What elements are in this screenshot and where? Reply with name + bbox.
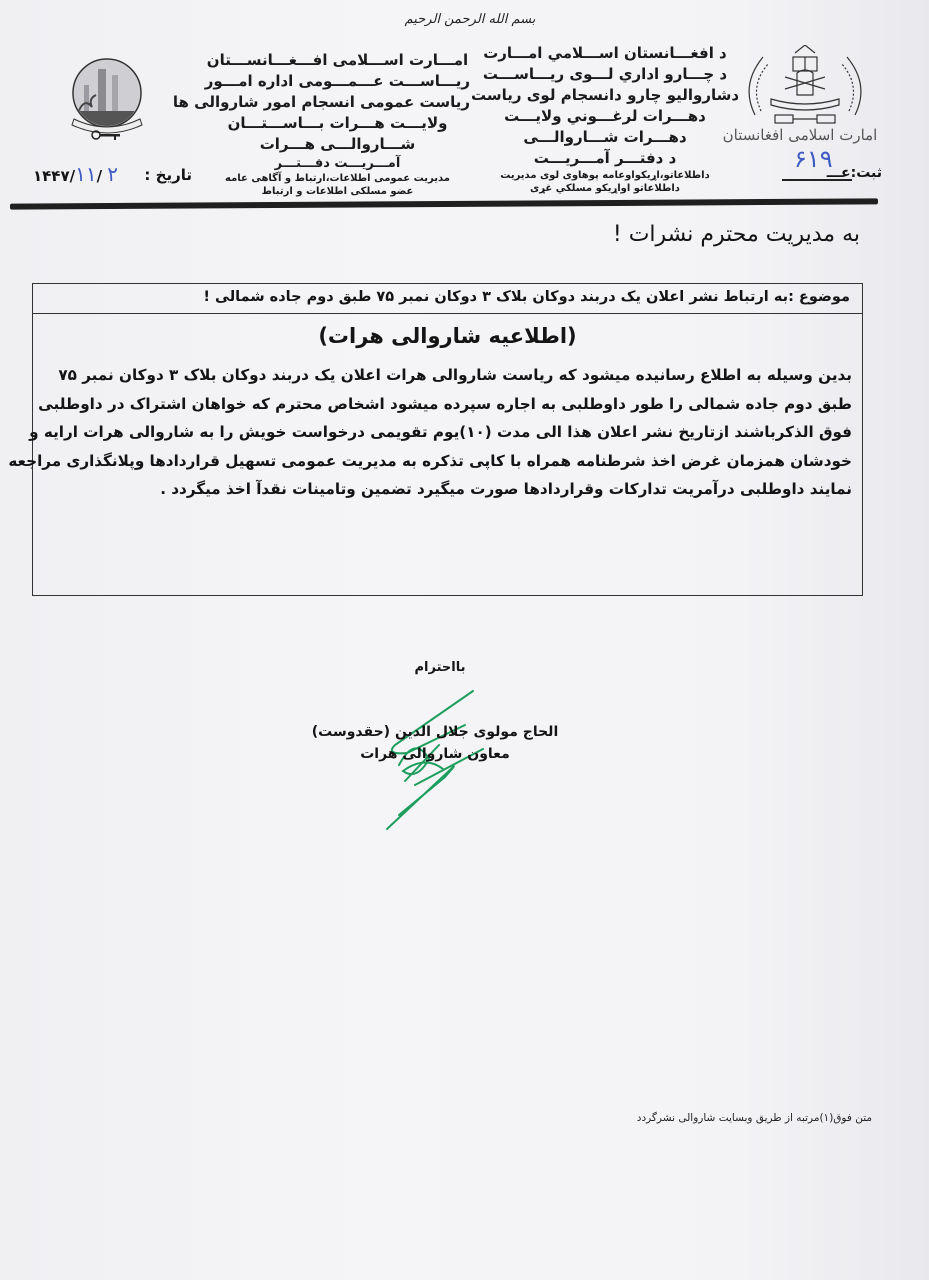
- closing-text: بااحترام: [414, 660, 466, 675]
- emblem-caption: امارت اسلامی افغانستان: [722, 126, 878, 144]
- pashto-header-subline: داطلاعاتو اواړیکو مسلکي غړی: [530, 183, 680, 194]
- national-emblem-icon: [735, 45, 875, 130]
- date-year: ۱۴۴۷: [33, 167, 70, 185]
- body-line: طبق دوم جاده شمالی را طور داوطلبی به اجاره سپرده میشود اشخاص محترم که خواهان اشتراک در داوطلبی: [38, 394, 852, 413]
- pashto-header-line: د دفتـــر آمـــریـــت: [533, 149, 677, 167]
- footnote: متن فوق(۱)مرتبه از طریق وبسایت شاروالی نشرگردد: [636, 1112, 872, 1124]
- pashto-header-line: د افغـــانستان اســـلامي امـــارت: [483, 44, 727, 62]
- signer-name: الحاج مولوی جلال الدین (حقدوست): [311, 724, 559, 740]
- dari-header-subline: مدیریت عمومی اطلاعات،ارتباط و آگاهی عامه: [225, 173, 450, 184]
- date-day: ۲: [107, 162, 119, 186]
- signer-title: معاون شاروالی هرات: [360, 746, 510, 762]
- body-line: نمایند داوطلبی درآمریت تدارکات وقراردادها صورت میگیرد تضمین وتامینات نقدآ اخذ میگردد .: [160, 480, 852, 498]
- pashto-header: [470, 43, 740, 195]
- date-field: [25, 160, 200, 190]
- municipality-seal-icon: [60, 55, 155, 145]
- body-line: بدین وسیله به اطلاع رسانیده میشود که ریاست شاروالی هرات اعلان یک دربند دوکان بلاک ۳ دوکان نمبر ۷۵: [58, 366, 852, 384]
- date-month: ۱۱: [75, 162, 97, 186]
- dari-header-line: ریـــاســـت عـــمـــومی اداره امـــور: [204, 72, 470, 90]
- notice-title: (اطلاعیه شاروالی هرات): [318, 324, 577, 348]
- dari-header-subline: عضو مسلکی اطلاعات و ارتباط: [261, 186, 414, 197]
- pashto-header-line: دهـــرات لرغـــوني ولایـــت: [504, 107, 706, 125]
- dari-office-line: آمـــریـــت دفـــتـــر: [274, 156, 401, 171]
- notice-body: [8, 361, 852, 504]
- pashto-header-subline: داطلاعاتو،اړیکواوعامه پوهاوی لوی مدیریت: [500, 170, 710, 181]
- dari-header-line: ریاست عمومی انسجام امور شاروالی ها: [172, 93, 470, 111]
- registration-number-field: [782, 145, 892, 195]
- notice-box: [8, 283, 863, 596]
- registration-number: ۶۱۹: [794, 145, 833, 173]
- registration-label: ثبت:عـــ: [826, 165, 882, 181]
- subject-row: [33, 284, 862, 314]
- bismillah: بسم الله الرحمن الرحیم: [404, 12, 536, 27]
- body-line: خودشان همزمان غرض اخذ شرطنامه همراه با کاپی تذکره به مدیریت عمومی تسهیل قراردادها وپلانگذاری مراجعه: [8, 451, 852, 470]
- pashto-header-line: د چـــارو اداري لـــوی ریـــاســـت: [482, 65, 728, 83]
- date-value: ۱۴۴۷/۱۱/ ۲: [33, 162, 119, 186]
- pashto-header-line: دهـــرات شـــاروالـــی: [523, 128, 687, 146]
- body-line: فوق الذکرباشند ازتاریخ نشر اعلان هذا الی مدت (۱۰)یوم تقویمی درخواست خویش را به شاروالی هرات ارایه و: [29, 423, 852, 441]
- header-divider: [10, 198, 878, 209]
- date-label: تاریخ :: [144, 166, 192, 184]
- dari-header: [172, 50, 470, 198]
- subject-line: موضوع :به ارتباط نشر اعلان یک دربند دوکان بلاک ۳ دوکان نمبر ۷۵ طبق دوم جاده شمالی !: [203, 289, 850, 305]
- pashto-header-line: دشاروالیو چارو دانسجام لوی ریاست: [470, 86, 740, 104]
- salutation: به مدیریت محترم نشرات !: [612, 222, 860, 247]
- dari-header-line: ولایـــت هـــرات بـــاســـتـــان: [227, 114, 448, 132]
- dari-header-line: امـــارت اســـلامی افـــغـــانســـتان: [206, 51, 469, 69]
- dari-header-line: شـــاروالـــی هـــرات: [259, 135, 416, 153]
